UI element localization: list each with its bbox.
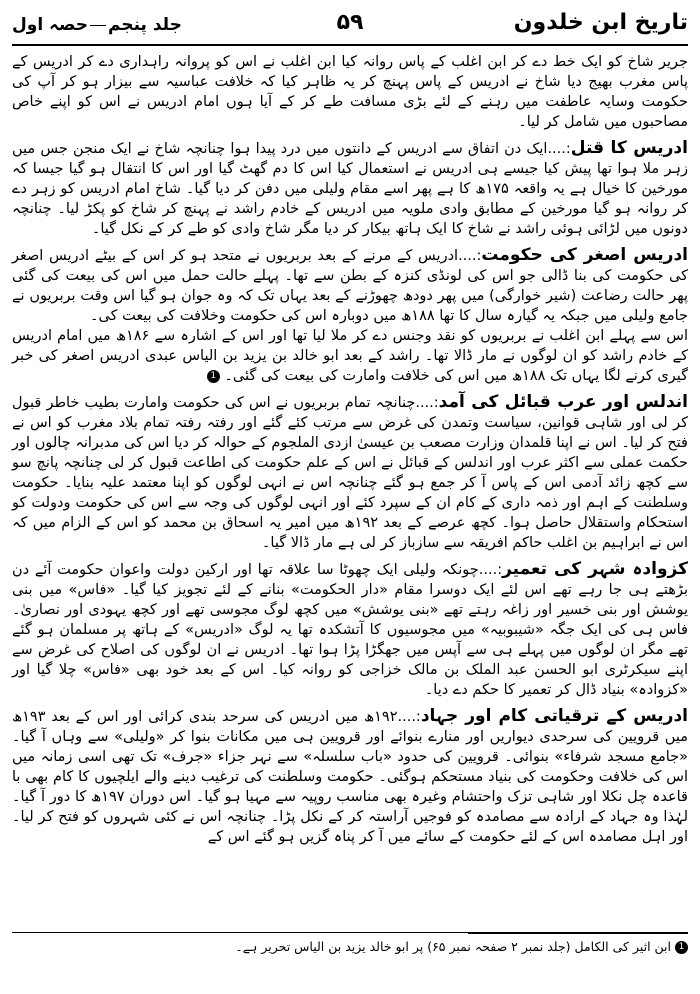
heading-dots: :.... <box>397 709 421 725</box>
volume-label <box>12 14 182 35</box>
section-3-text: چنانچہ تمام بربریوں نے اس کی حکومت وامارت بطیب خاطر قبول کر لی اور شاہی قوانین، سیاست وتمدن کی غرض سے مرتب کئے گئے اور رفتہ رفتہ تمام بلاد مغرب کو اس نے فتح کر لیا۔ اس نے اپنا قلمدان وزارت مصعب بن عیسیٰ ازدی الملجوم کے حوالہ کر دیا اس کی مدبرانہ چالوں اور حکمت عملی سے اکثر عرب اور اندلس کے قبائل نے اس کے علم حکومت کی اطاعت قبول کر لی چنانچہ پانچ سو سے کچھ زائد آدمی اس کے پاس آ کر جمع ہو گئے چنانچہ اس نے انہی لوگوں کو اپنا معتمد علیہ بنایا۔ حکومت وسلطنت کے اہم اور ذمہ داری کے کام ان کے سپرد کئے اور انہی لوگوں کی وجہ سے اس کی حکومت ودولت کو استحکام واستقلال حاصل ہوا۔ کچھ عرصے کے بعد ۱۹۲ھ میں امیر یہ اسحاق بن محمد کو اس کے الزام میں کہ اس نے ابراہیم بن اغلب حاکم افریقہ سے سازباز کر لی ہے مار ڈالا گیا۔ <box>12 395 688 551</box>
section-1-heading: ادریس کا قتل <box>570 138 688 158</box>
section-4-heading: کزوادہ شہر کی تعمیر <box>502 559 688 579</box>
volume-separator <box>90 25 106 26</box>
book-title: تاریخ ابن خلدون <box>513 10 688 35</box>
footnote-rule <box>468 932 688 934</box>
section-5-heading: ادریس کے ترقیاتی کام اور جہاد <box>420 706 688 726</box>
footnote-marker-icon[interactable]: 1 <box>207 370 220 383</box>
footnotes <box>12 932 688 954</box>
footnote-text: ابن اثیر کی الکامل (جلد نمبر ۲ صفحہ نمبر ۶۵) پر ابو خالد یزید بن الیاس تحریر ہے۔ <box>235 939 672 954</box>
section-1-paragraph <box>12 138 688 239</box>
section-4-text: چونکہ ولیلی ایک چھوٹا سا علاقہ تھا اور ارکین دولت واعوان حکومت آئے دن بڑھتے ہی جا رہے تھے اس لئے ایک دوسرا مقام «دار الحکومت» بنانے کے لئے تجویز کیا گیا۔ «فاس» میں بنی یوشش اور بنی خسیر اور زاغہ رہتے تھے «بنی یوشش» میں کچھ لوگ مجوسی تھے اور کچھ یہودی اور نصاریٰ۔ فاس ہی کی ایک جگہ «شیبوبیہ» میں مجوسیوں کا آتشکدہ تھا یہ لوگ «ادریس» کے ہاتھ پر مسلمان ہو گئے تھے مگر ان لوگوں میں پہلے ہی سے آپس میں جھگڑا پڑا ہوا تھا۔ ادریس نے ان لوگوں کی اصلاح کی غرض سے اپنے سیکرٹری ابو الحسن عبد الملک بن مالک خزاجی کو روانہ کیا۔ اس کے بعد خود بھی «فاس» چلا گیا اور «کزوادہ» بنیاد ڈال کر تعمیر کا حکم دے دیا۔ <box>12 562 688 698</box>
heading-dots: :.... <box>458 248 482 264</box>
section-1-text: ایک دن اتفاق سے ادریس کے دانتوں میں درد پیدا ہوا چنانچہ شاخ نے ایک منجن جس میں زہر ملا ہوا تھا پیش کیا جیسے ہی ادریس نے استعمال کیا اس کا دم گھٹ گیا اور اس کا انتقال ہو گیا جیسا کہ مورخین کا خیال ہے یہ واقعہ ۱۷۵ھ کا ہے پھر اسے مقام ولیلی میں دفن کر دیا گیا۔ شاخ امام ادریس کو زہر دے کر روانہ ہو گیا مورخین کے مطابق وادی ملویہ میں ادریس کے خادم راشد نے پہنچ کر شاخ کو پکڑ لیا۔ چنانچہ دونوں میں لڑائی ہوئی راشد نے شاخ کا ایک ہاتھ بیکار کر دیا مگر شاخ وادی کو طے کر کے نکل گیا۔ <box>12 141 689 237</box>
section-4-paragraph <box>12 559 688 700</box>
section-2-text-2: اس سے پہلے ابن اغلب نے بربریوں کو نقد وجنس دے کر ملا لیا تھا اور اس کے اشارہ سے ۱۸۶ھ میں امام ادریس کے خادم راشد کو ان لوگوں نے مار ڈالا تھا۔ راشد کے بعد ابو خالد بن یزید بن الیاس عبدی ادریس اصغر کی خبر گیری کرنے لگا یہاں تک ۱۸۸ھ میں اس کی خلافت وامارت کی بیعت کی گئی۔ <box>12 328 688 384</box>
heading-dots: :.... <box>547 141 571 157</box>
heading-dots: :.... <box>415 395 439 411</box>
section-5-text: ۱۹۲ھ میں ادریس کی سرحد بندی کرائی اور اس کے بعد ۱۹۳ھ میں قرویین کی سرحدی دیواریں اور منارے بنوائے اور قرویین ہی میں مکانات بنوا کر «ولیلی» سے وہاں آ گیا۔ «جامع مسجد شرفاء» بنوائی۔ قرویین کی حدود «باب سلسلہ» سے نہر جزاء «جرف» تک تھی اسی زمانہ میں اس کی خلافت وحکومت کی بنیاد مستحکم ہوگئی۔ حکومت وسلطنت کی ترغیب دینے والے ایلچیوں کا کام بھی با قاعدہ چل نکلا اور شاہی تزک واحتشام وغیرہ بھی مناسب روپیہ سے مہیا ہو گیا۔ اس دوران ۱۹۷ھ کا دور آ گیا۔ لہٰذا وہ جہاد کے ارادہ سے مصامدہ کو فوجیں آراستہ کر کے نکل پڑا۔ چنانچہ اس نے کئی شہروں کو فتح کر لیا۔ اور اہل مصامدہ اس کے لئے حکومت کے سائے میں آ کر پناہ گزیں ہو گئے اس کے <box>12 709 688 845</box>
part-name: حصہ اول <box>12 15 89 35</box>
section-5-paragraph <box>12 706 688 847</box>
section-2-heading: ادریس اصغر کی حکومت <box>481 245 688 265</box>
section-2-paragraph-2 <box>12 326 688 386</box>
page-header <box>12 8 688 46</box>
page-number: ۵۹ <box>336 10 364 35</box>
heading-dots: :.... <box>478 562 503 578</box>
intro-paragraph: جریر شاخ کو ایک خط دے کر ابن اغلب کے پاس روانہ کیا ابن اغلب نے اس کو پروانہ راہداری دے کر ادریس کے پاس مغرب بھیج دیا شاخ نے ادریس کے پاس پہنچ کر یہ ظاہر کیا کہ خلافت عباسیہ سے بیزار ہو کر آپ کی حکومت وسایہ عاطفت میں رہنے کے لئے بڑی مسافت طے کر کے آیا ہوں امام ادریس نے اس کو اپنے خاص مصاحبوں میں شامل کر لیا۔ <box>12 54 688 130</box>
footnote-number-icon: 1 <box>675 941 688 954</box>
section-2-text: ادریس کے مرنے کے بعد بربریوں نے متحد ہو کر اس کے بیٹے ادریس اصغر کی حکومت کی بنا ڈالی جو اس کی لونڈی کنزہ کے بطن سے تھا۔ پہلے حالت حمل میں اس کی بیعت کی گئی پھر حالت رضاعت (شیر خوارگی) میں پھر دودھ چھوڑنے کے بعد یہاں تک کہ وہ جوان ہو گیا اس وقت بربریوں نے جامع ولیلی میں جبکہ یہ گیارہ سال کا تھا ۱۸۸ھ میں دوبارہ اس کی حکومت وخلافت کی بیعت کی۔ <box>12 248 688 324</box>
section-3-paragraph <box>12 392 688 553</box>
section-2-paragraph <box>12 245 688 326</box>
section-3-heading: اندلس اور عرب قبائل کی آمد <box>438 392 689 412</box>
page <box>12 8 688 986</box>
volume-name: جلد پنجم <box>108 15 182 35</box>
